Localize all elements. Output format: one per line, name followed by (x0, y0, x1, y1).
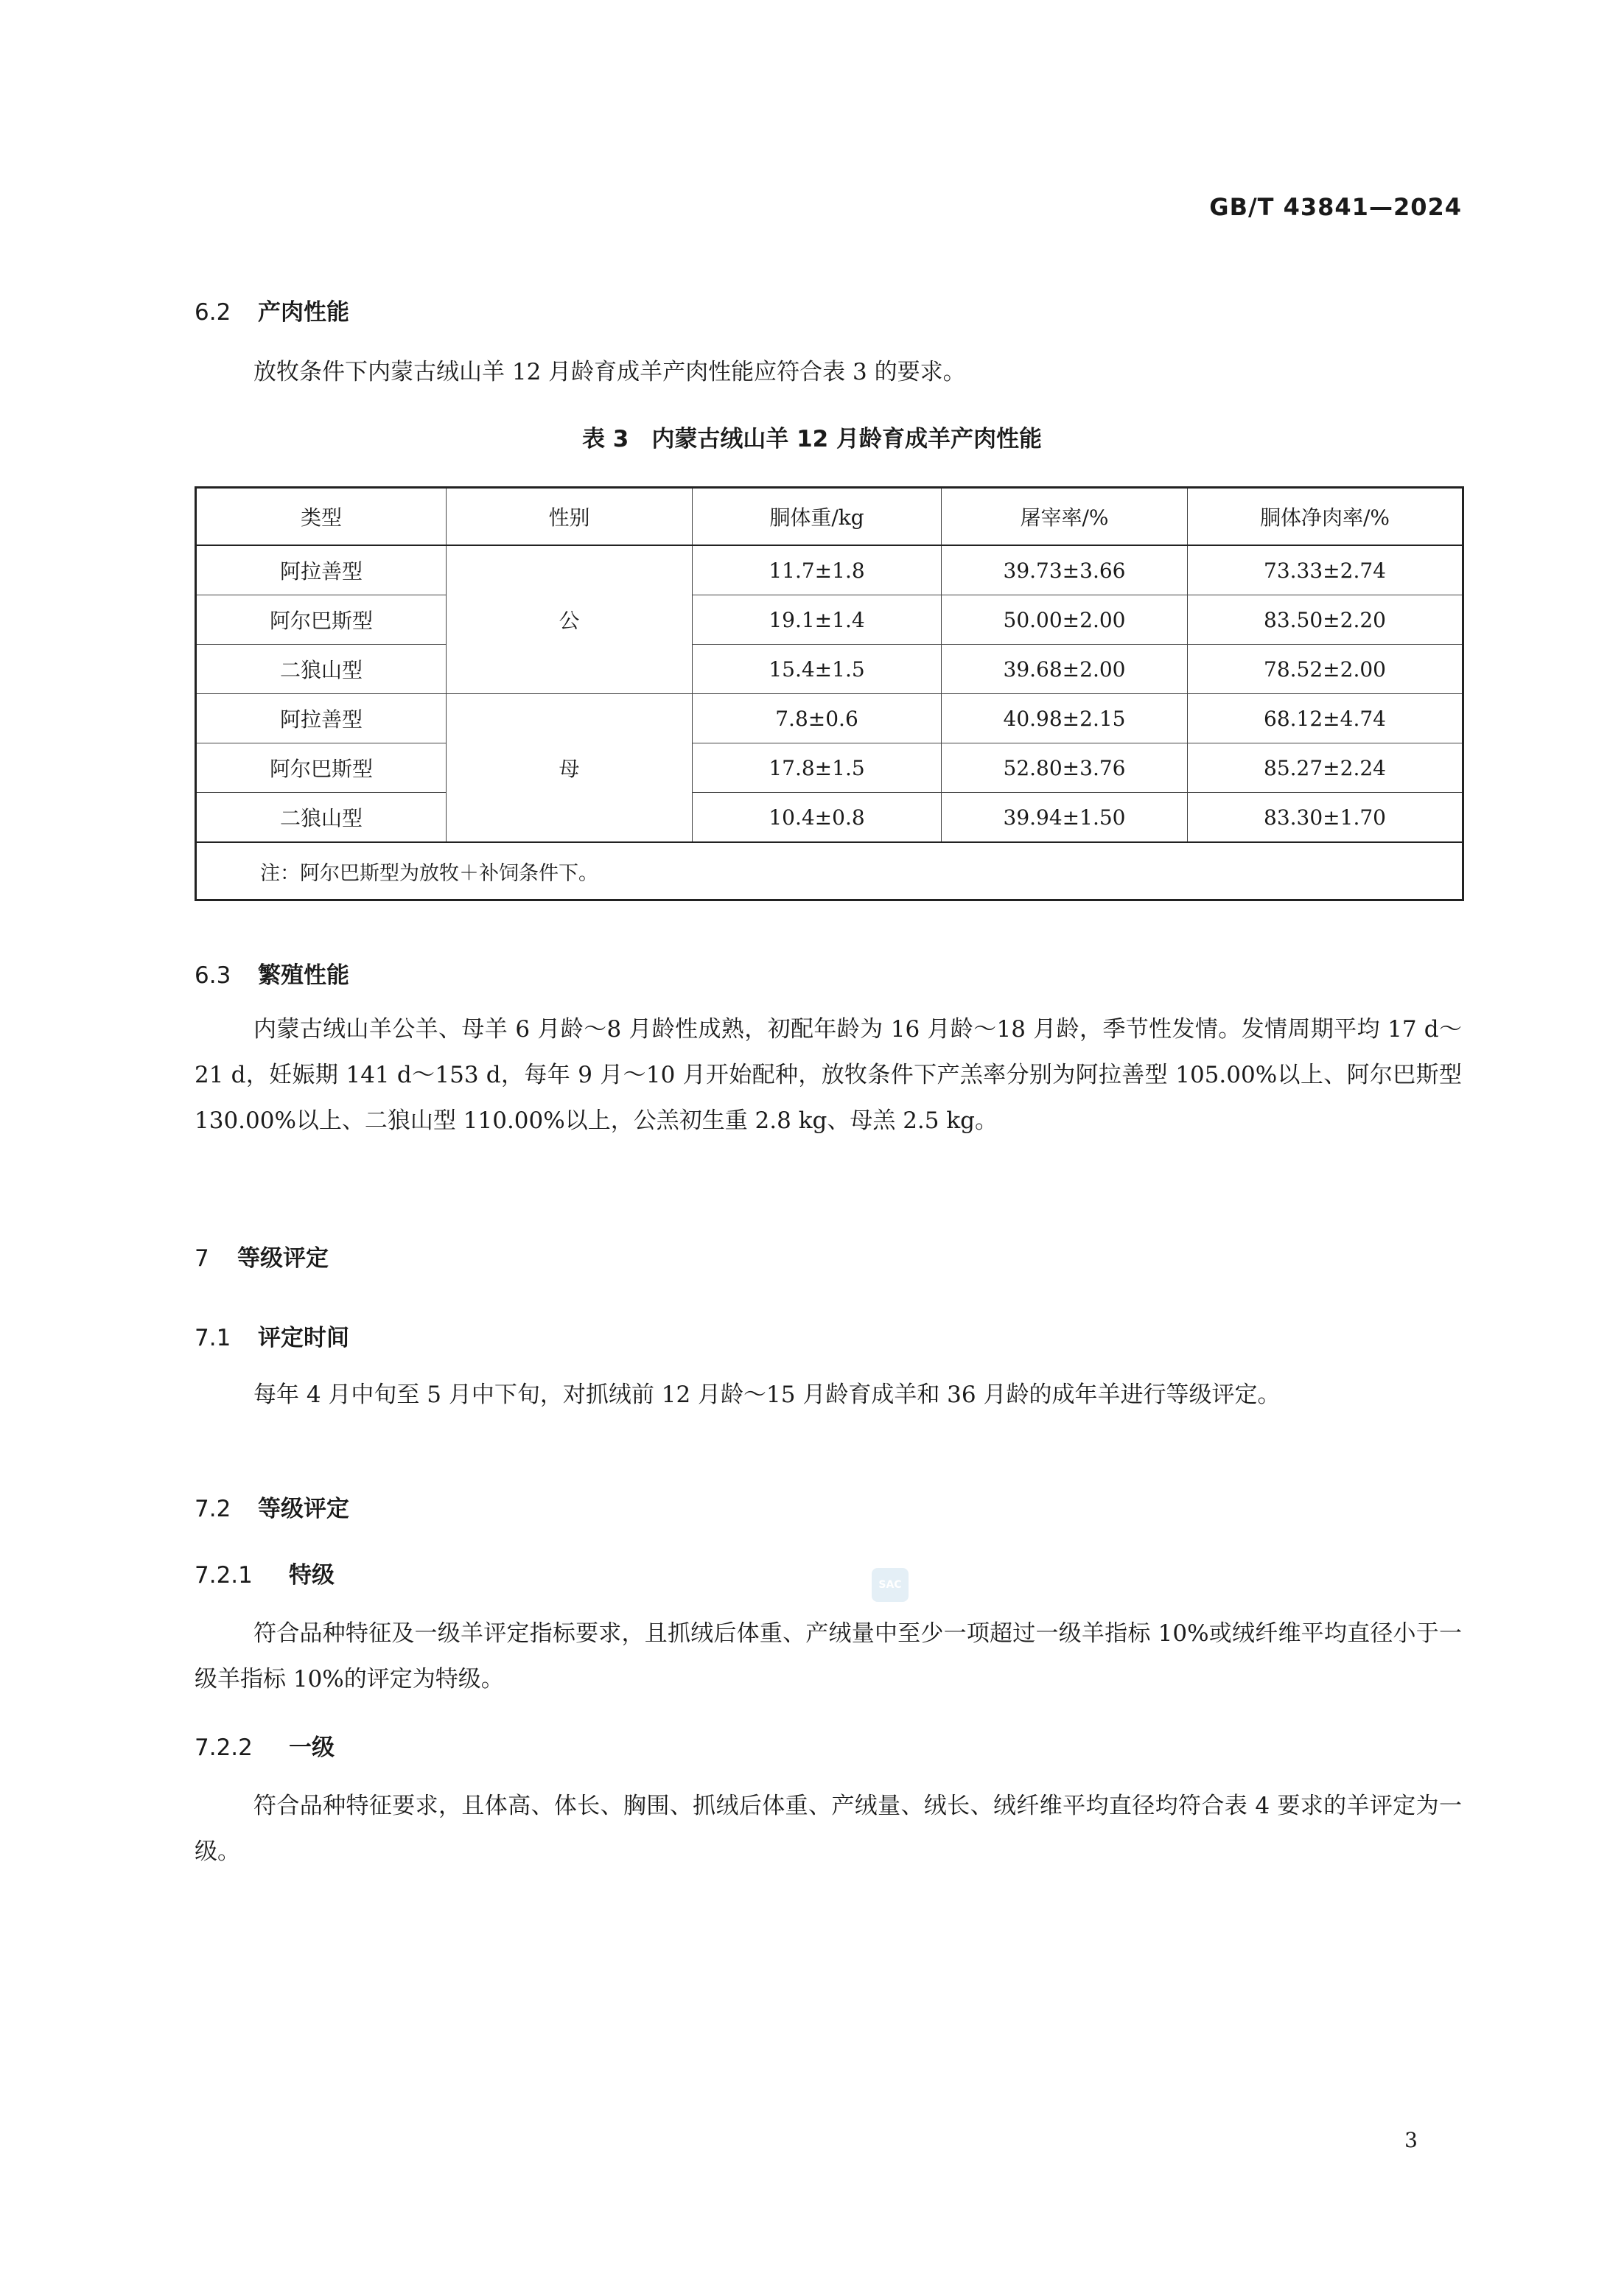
section-number: 7.2.1 (195, 1562, 253, 1589)
section-title: 产肉性能 (258, 299, 349, 326)
meat-performance-table (195, 486, 1464, 901)
page-number: 3 (1404, 2128, 1418, 2152)
section-7-2-heading (195, 1490, 349, 1523)
table-row (196, 545, 1463, 595)
section-6-3-text (195, 1007, 1462, 1144)
section-7-1-text (195, 1372, 1462, 1418)
cell-dressing: 39.68±2.00 (942, 645, 1188, 694)
standard-code: GB/T 43841—2024 (1209, 193, 1462, 221)
section-7-2-2-heading (195, 1729, 335, 1762)
table-title: 表 3 内蒙古绒山羊 12 月龄育成羊产肉性能 (581, 426, 1043, 452)
column-header-net-meat-rate: 胴体净肉率/% (1188, 488, 1463, 546)
section-6-2-text: 放牧条件下内蒙古绒山羊 12 月龄育成羊产肉性能应符合表 3 的要求。 (253, 359, 966, 385)
table-note-row (196, 842, 1463, 900)
cell-type: 阿尔巴斯型 (196, 595, 447, 645)
cell-dressing: 39.94±1.50 (942, 793, 1188, 843)
cell-net-meat: 85.27±2.24 (1188, 743, 1463, 793)
section-title: 一级 (289, 1734, 335, 1761)
table-header-row (196, 488, 1463, 546)
cell-carcass: 10.4±0.8 (693, 793, 942, 843)
cell-net-meat: 83.30±1.70 (1188, 793, 1463, 843)
section-number: 7.1 (195, 1325, 231, 1351)
paragraph: 每年 4 月中旬至 5 月中下旬，对抓绒前 12 月龄～15 月龄育成羊和 36 月龄的成年羊进行等级评定。 (253, 1382, 1281, 1408)
section-title: 等级评定 (258, 1496, 349, 1522)
cell-net-meat: 73.33±2.74 (1188, 545, 1463, 595)
cell-dressing: 40.98±2.15 (942, 694, 1188, 743)
cell-carcass: 7.8±0.6 (693, 694, 942, 743)
cell-sex-female: 母 (447, 694, 693, 843)
section-6-3-heading (195, 956, 349, 990)
section-7-2-1-text (195, 1611, 1462, 1702)
section-title: 特级 (289, 1562, 335, 1589)
cell-sex-male: 公 (447, 545, 693, 694)
section-7-2-1-heading (195, 1556, 335, 1589)
section-number: 7.2 (195, 1496, 231, 1522)
section-6-2-heading (195, 293, 349, 326)
table-note: 注：阿尔巴斯型为放牧＋补饲条件下。 (196, 842, 1463, 900)
section-7-heading (195, 1239, 329, 1272)
cell-type: 二狼山型 (196, 645, 447, 694)
section-title: 繁殖性能 (258, 962, 349, 989)
section-number: 6.3 (195, 962, 231, 989)
cell-net-meat: 83.50±2.20 (1188, 595, 1463, 645)
paragraph: 内蒙古绒山羊公羊、母羊 6 月龄～8 月龄性成熟，初配年龄为 16 月龄～18 月龄，季节性发情。发情周期平均 17 d～21 d，妊娠期 141 d～153 d，每年 9 月～10 月开始配种，放牧条件下产羔率分别为阿拉善型 105.00%以上、阿尔巴斯型 130.00%以上、二狼山型 110.00%以上，公羔初生重 2.8 kg、母羔 2.5 kg。 (195, 1016, 1462, 1134)
section-7-2-2-text (195, 1783, 1462, 1874)
section-number: 7.2.2 (195, 1734, 253, 1761)
section-number: 6.2 (195, 299, 231, 326)
paragraph: 符合品种特征及一级羊评定指标要求，且抓绒后体重、产绒量中至少一项超过一级羊指标 10%或绒纤维平均直径小于一级羊指标 10%的评定为特级。 (195, 1620, 1462, 1692)
column-header-sex: 性别 (447, 488, 693, 546)
column-header-carcass-weight: 胴体重/kg (693, 488, 942, 546)
cell-carcass: 11.7±1.8 (693, 545, 942, 595)
cell-net-meat: 78.52±2.00 (1188, 645, 1463, 694)
column-header-dressing-percentage: 屠宰率/% (942, 488, 1188, 546)
sac-watermark: SAC (872, 1568, 909, 1602)
section-number: 7 (195, 1245, 209, 1272)
cell-net-meat: 68.12±4.74 (1188, 694, 1463, 743)
table-row (196, 694, 1463, 743)
section-title: 等级评定 (237, 1245, 329, 1272)
table-row (196, 793, 1463, 843)
cell-dressing: 50.00±2.00 (942, 595, 1188, 645)
cell-type: 阿尔巴斯型 (196, 743, 447, 793)
cell-type: 阿拉善型 (196, 694, 447, 743)
paragraph: 符合品种特征要求，且体高、体长、胸围、抓绒后体重、产绒量、绒长、绒纤维平均直径均符合表 4 要求的羊评定为一级。 (195, 1793, 1462, 1865)
section-title: 评定时间 (258, 1325, 349, 1351)
section-7-1-heading (195, 1319, 349, 1352)
column-header-type: 类型 (196, 488, 447, 546)
cell-dressing: 39.73±3.66 (942, 545, 1188, 595)
cell-carcass: 15.4±1.5 (693, 645, 942, 694)
table-row (196, 595, 1463, 645)
table-row (196, 743, 1463, 793)
cell-dressing: 52.80±3.76 (942, 743, 1188, 793)
table-row (196, 645, 1463, 694)
cell-carcass: 17.8±1.5 (693, 743, 942, 793)
cell-type: 二狼山型 (196, 793, 447, 843)
cell-carcass: 19.1±1.4 (693, 595, 942, 645)
cell-type: 阿拉善型 (196, 545, 447, 595)
